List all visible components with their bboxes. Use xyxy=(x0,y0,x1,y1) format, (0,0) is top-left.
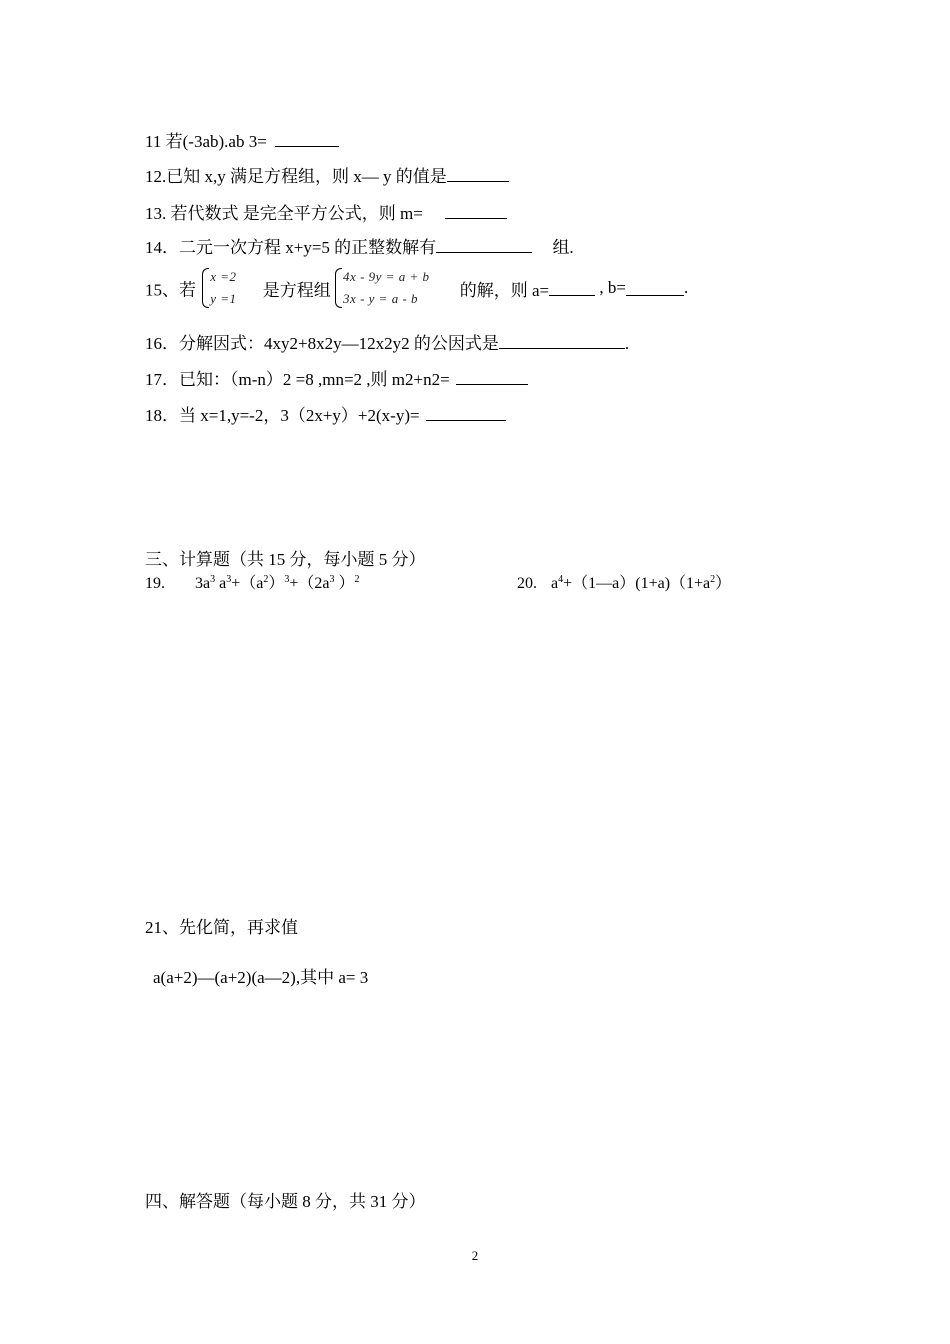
question-18 xyxy=(145,401,506,426)
brace-icon xyxy=(335,268,342,308)
question-20 xyxy=(517,570,731,593)
solution-y: y =1 xyxy=(210,291,237,306)
question-15-end: . xyxy=(683,278,689,297)
question-21-heading: 21、先化简，再求值 xyxy=(145,918,298,937)
question-12 xyxy=(145,162,509,187)
question-20-expression: $a^4+(1—a)(1+a)(1+a^2)$ xyxy=(551,574,732,592)
question-19-number: 19. xyxy=(145,575,165,592)
answer-blank xyxy=(275,131,339,147)
question-16 xyxy=(145,329,629,354)
section-4-heading: 四、解答题（每小题 8 分，共 31 分） xyxy=(145,1192,426,1211)
question-18-text: 18．当 x=1,y=-2，3（2x+y）+2(x-y)= xyxy=(145,406,420,425)
question-21-expression: a(a+2)—(a+2)(a—2),其中 a= 3 xyxy=(153,968,369,987)
question-13 xyxy=(145,199,507,224)
question-15-after: 的解，则 a= xyxy=(459,280,550,300)
answer-blank-b xyxy=(626,280,684,296)
question-11 xyxy=(145,127,339,152)
question-12-text: 12.已知 x,y 满足方程组，则 x— y 的值是 xyxy=(145,167,447,186)
question-15 xyxy=(145,266,688,310)
question-20-number: 20. xyxy=(517,575,537,592)
question-15-prefix: 15、若 xyxy=(145,280,196,300)
equation-1: 4x - 9y = a + b xyxy=(343,269,430,284)
question-16-text: 16．分解因式：4xy2+8x2y—12x2y2 的公因式是 xyxy=(145,334,499,353)
answer-blank xyxy=(426,405,506,421)
question-14 xyxy=(145,233,574,258)
solution-x: x =2 xyxy=(210,269,237,284)
equation-system xyxy=(335,266,429,310)
answer-blank xyxy=(445,203,507,219)
question-15-middle: 是方程组 xyxy=(262,280,331,300)
answer-blank xyxy=(456,369,528,385)
brace-icon xyxy=(202,268,209,308)
question-17 xyxy=(145,365,528,390)
question-17-text: 17．已知：（m-n）2 =8 ,mn=2 ,则 m2+n2= xyxy=(145,370,450,389)
question-19-expression: $3a^3$ $a^3+(a^2)^3+(2a^3$ ）$^2$ xyxy=(195,574,360,592)
question-19 xyxy=(145,570,360,593)
question-15-b-label: , b= xyxy=(599,278,626,297)
page-number: 2 xyxy=(471,1248,479,1263)
section-3-heading: 三、计算题（共 15 分，每小题 5 分） xyxy=(145,550,426,569)
question-14-suffix: 组. xyxy=(552,238,574,257)
question-14-text: 14．二元一次方程 x+y=5 的正整数解有 xyxy=(145,238,437,257)
answer-blank xyxy=(447,166,509,182)
solution-system xyxy=(202,266,236,310)
answer-blank-a xyxy=(549,280,595,296)
question-11-text: 11 若(-3ab).ab 3= xyxy=(145,132,267,151)
question-13-text: 13. 若代数式 是完全平方公式，则 m= xyxy=(145,204,423,223)
answer-blank xyxy=(499,333,625,349)
question-16-end: . xyxy=(624,334,630,353)
equation-2: 3x - y = a - b xyxy=(343,291,419,306)
answer-blank xyxy=(436,237,532,253)
